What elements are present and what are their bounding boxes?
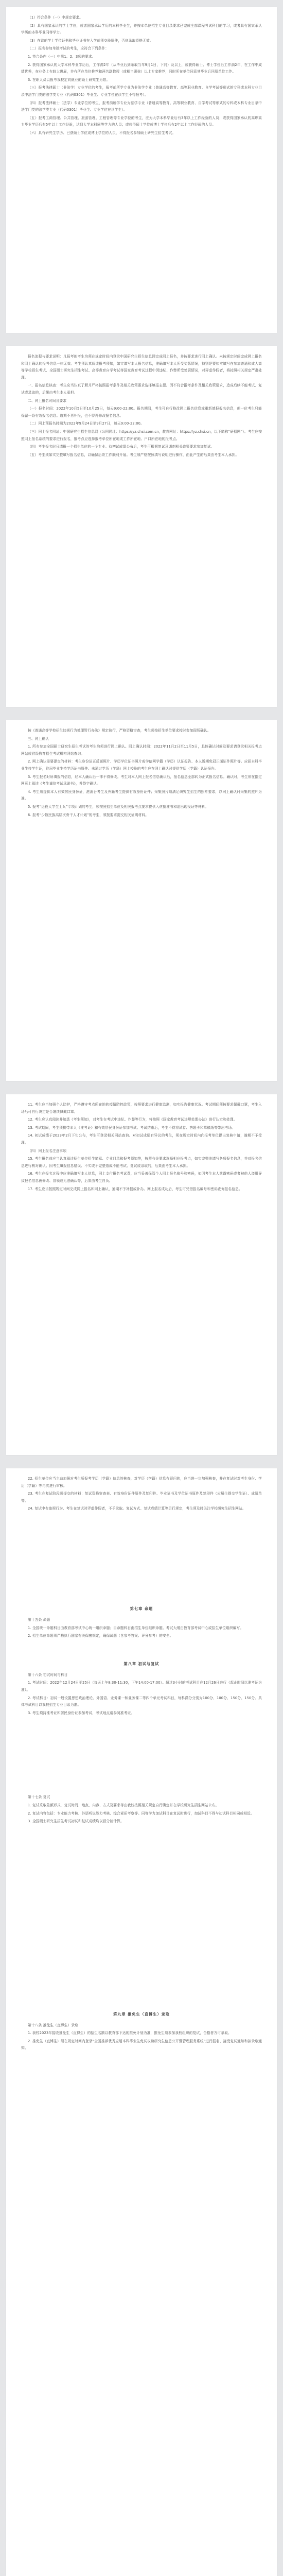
paragraph: （三）网上报名网址：中国研究生招生信息网（公网网址：https://yz.chsi.com.cn，教育网址：https://yz.chsi.cn，以下简称“研招网”）。考生应按照网上报名系统的要求进行报名，报考点应选择报考单位所在地或工作所在地、户口所在地的报考点。 [21,429,262,441]
paragraph: 2. 网上确认需要提交的材料：考生身份证正反面照片、学历学位证书照片或学信网学籍（学历）认证报告、本人近期免冠正面证件照片等。应届本科毕业生持学生证，往届毕业生持学历证书原件。未通过学历（学籍）网上校验的考生应在网上确认时提供学历（学籍）认证报告。 [21,759,262,771]
paragraph: 第十七条 复试 [28,1795,50,1800]
paragraph: 第十五条 命题 [28,1617,50,1622]
paragraph: 23. 考生在复试阶段须提交的材料：复试资格审查表、有效身份证件原件及复印件、毕业证书及学位证书原件及复印件（应届生提交学生证）、成绩单等。 [21,1492,262,1503]
paragraph: 2. 招生单位命题须严格执行国家有关保密规定，确保试题（含参考答案、评分参考）的安全。 [28,1634,173,1638]
chapter-section [21,1660,262,1717]
paragraph: 5. 报考“退役大学生士兵”专项计划的考生，须按照招生单位及相关报考点要求提供入伍批准书和退出现役证等材料。 [28,804,209,809]
paragraph: 1. 符合条件（一）中第1、2、3项的要求。 [28,54,96,59]
paragraph: （六）具有研究生学历、已获硕士学位或博士学位的人员，不得报名参加硕士研究生招生考试。 [28,130,176,135]
paragraph: 1. 我校2023年接收推免生（直博生）的招生名额以教育部下达的推免计划为准，推免生须参加我校组织的复试，合格者方可录取。 [28,2031,232,2036]
document-page [6,346,277,707]
paragraph: （2）具有国家承认的学士学位，或者国家承认学历的本科毕业生，并按本单位招生专业目录要求已完成全部课程考试科目的学习，或者具有国家承认学历的本科毕业同等学力。 [21,23,262,35]
paragraph: 12. 考生应认真阅读并知悉《考生须知》，对考生在考试中违纪、作弊等行为，将按照《国家教育考试违规处理办法》进行认定和处理。 [28,1117,237,1122]
paragraph: （3）在读的学士学位证书和毕业证书在入学前须交验原件，否则录取资格无效。 [28,38,153,43]
paragraph: 三、网上确认 [28,736,49,741]
paragraph: 3. 考生报名时所填报的信息，经本人确认后一律不得修改。考生对本人网上报名信息确认后，报名信息全部转为正式报名信息。确认时，考生须在指定网页上阅读《考生诚信考试承诺书》，并签字确认。 [21,774,262,786]
paragraph: 3. 在职人员以报考我校定向就业的硕士研究生为限。 [28,77,110,82]
chapter-heading: 第九章 推免生（直博生）录取 [113,2011,170,2016]
paragraph: （四）网上报名注意事项 [28,1148,67,1153]
document-page [6,720,277,1081]
paragraph: 二、网上报名时间及要求 [28,398,67,403]
paragraph: 第十八条 推免生（直博生）录取 [28,2023,78,2027]
paragraph: 3. 考生须持准考证和居民身份证参加考试，考试地点请参阅准考证。 [28,1710,135,1715]
paragraph: 1. 考试时间：2022年12月24日至25日（每天上午8:30-11:30，下午14:00-17:00）。超过3小时的考试科目在12月26日进行（起止时间以准考证为准）。 [21,1681,262,1692]
document-page [6,1094,277,1455]
paragraph: （1）符合条件（一）中规定要求。 [28,15,83,20]
paragraph: （二）报名参加单独考试的考生，应符合下列条件： [28,46,109,51]
paragraph: 3. 全国硕士研究生招生考试初试和复试成绩均以百分制计算。 [28,1819,124,1824]
paragraph: 1. 全国统一命题科目由教育部考试中心统一组织命题；自命题科目由招生单位组织命题。考试大纲由教育部考试中心或招生单位组织编写。 [28,1625,244,1630]
paragraph: 1. 所有参加全国硕士研究生招生考试的考生均须进行网上确认。网上确认时间：2022年11月2日至11月5日，具体确认时间及要求请登录相关报考点网站或省级教育招生考试机构网站查询。 [21,744,262,756]
paragraph: 11. 考生应当加强个人防护，严格遵守考点所在地的疫情防控政策，按照要求进行健康监测，如实报告健康状况。考试期间须按要求佩戴口罩，考生入场后可自行决定是否继续佩戴口罩。 [21,1103,262,1114]
paragraph: 一、报名信息核查：考生应当认真了解并严格按照报考条件及相关政策要求选择填报志愿。因不符合报考条件及相关政策要求，造成后续不能考试、复试或录取的，后果由考生本人承担。 [21,383,262,395]
paragraph: 17. 考生应当按照规定时间完成网上报名和网上确认，逾期不予补报或补办。网上报名成功后，考生可凭借报名编号和密码查询报名信息。 [28,1187,242,1191]
paragraph: 15. 考生报名前应当认真阅读招生单位招生简章、专业目录和报考须知等，按照有关要求选择相应报考点，如实完整地填写各项报名信息，并对报名信息进行核对确认。因考生填报信息错误、不实或不完整造成不能考试、复试或录取的，后果由考生本人承担。 [21,1157,262,1168]
chapter-heading: 第七章 命题 [130,1606,153,1611]
paragraph: 2. 考试科目：初试一般设置思想政治理论、外国语、业务课一和业务课二等四个单元考试科目，每科满分分别为100分、100分、150分、150分。具体考试科目以我校招生专业目录为准。 [21,1696,262,1707]
paragraph: 报名流程与要求说明：凡报考的考生均须在规定时间内登录中国研究生招生信息网完成网上报名，并按要求进行网上确认。未按规定时间完成网上报名和网上确认的报考信息一律无效。考生须认真阅读报考须知，如实填写本人报名信息，准确填写本人所受奖惩情况，特别是要如实填写在参加普通和成人高等学校招生考试、全国硕士研究生招生考试、高等教育自学考试等国家教育考试过程中因违纪、作弊所受处罚情况，对弄虚作假者，将按照相关规定严肃处理。 [21,354,262,380]
document-page [6,1468,277,2576]
paragraph: 13. 考试期间，考生须携带本人《准考证》和有效居民身份证参加考试。考试结束后，考生不得将试卷、答题卡和草稿纸等带出考场。 [28,1125,236,1130]
paragraph: （四）报考法律硕士（法学）专业学位的考生，报考前所学专业为法学专业（普通高等教育、高等职业教育、自学考试等形式的专科或本科专业目录中法学门类的法学类专业（代码0301）毕业生、专业学位在读学生）。 [21,100,262,112]
paragraph: （一）报名时间：2022年10月5日至10月25日，每天9:00-22:00。报名期间，考生可自行修改网上报名信息或重新填报报名信息，但一位考生只能保留一条有效报名信息。逾期不再补报，也不得再修改报名信息。 [21,406,262,418]
document-page [6,7,277,333]
paragraph: 2. 推免生（直博生）须在规定时间内登录“全国推荐优秀应届本科毕业生免试攻读研究生信息公开暨管理服务系统”进行报名、接受复试通知和拟录取通知。 [21,2039,262,2050]
paragraph: 16. 考生在报名过程中应准确填写本人信息，网上支付报名考试费，应当妥善保管个人网上报名账号和密码，如因考生本人泄露密码或者被他人盗用导致报名信息被修改、冒领或无法确认等，后果由考生自负。 [21,1172,262,1183]
paragraph: 2. 复试内容包括：专业能力考核、外语听说能力考核、综合素质考察等。同等学力加试科目在复试时进行，加试科目不得与初试科目相同或相近。 [28,1811,254,1816]
paragraph: 2. 获得国家承认的大学本科毕业学历后，工作满2年（从毕业后到录取当年9月1日，下同）及以上，或获得硕士、博士学位后工作满2年，在工作中成绩优秀，在业务上有较大进展，并有所在单位推荐和两名副教授（或相当职称）以上专家推荐，同时所在单位同意其毕业后回原单位工作。 [21,62,262,74]
chapter-section [21,1794,262,1825]
paragraph: 1. 复试采取差额形式，复试时间、地点、内容、方式及要求等由我校按照相关规定自行确定并在学校研究生招生网站公布。 [28,1803,219,1807]
paragraph: （五）报考工商管理、公共管理、旅游管理、工程管理等专业学位的考生，应为大学本科毕业后有3年以上工作经验的人员；或获得国家承认的高职高专毕业学历后有5年以上工作经验，达到大学本科同等学力的人员；或获得硕士学位或博士学位后有2年以上工作经验的人员。 [21,115,262,127]
paragraph: （四）考生报名时只填报一个招生单位的一个专业。待初试成绩公布后，考生可根据复试及调剂相关政策要求参加复试。 [28,445,215,449]
paragraph: 22. 招生单位应当主动加强对考生所报考学历（学籍）信息的核查，对学历（学籍）信息有疑问的，应当进一步加强核查，并在复试时对考生身份、学历（学籍）等再次进行审核。 [21,1477,262,1488]
chapter-section [21,2011,262,2052]
paragraph: 6. 报考“少数民族高层次骨干人才计划”的考生，须按要求提交相关证明材料。 [28,812,149,817]
paragraph: 14. 初试成绩于2023年2月下旬公布，考生可登录相关网站查询。对初试成绩有异议的考生，须在规定时间内向报考单位提出复核申请，逾期不予受理。 [21,1133,262,1145]
paragraph: 4. 考生须提供本人有效居民身份证，港澳台考生及外籍考生提供有效身份证件；采集照片须满足研究生招生的照片要求，以网上确认时采集的照片为准。 [21,789,262,801]
paragraph: 按《普通高等学校招生违规行为处理暂行办法》规定执行，严格资格审查，考生须按招生单位要求按时参加现场确认。 [28,728,211,733]
chapter-section [21,1605,262,1640]
chapter-heading: 第八章 初试与复试 [123,1661,160,1666]
paragraph: 第十六条 初试时间与科目 [28,1672,68,1677]
paragraph: （二）网上预报名时间为2022年9月24日至9月27日，每天9:00-22:00。 [28,421,144,426]
paragraph: （三）报考法律硕士（非法学）专业学位的考生，报考前所学专业为非法学专业（普通高等教育、高等职业教育、自学考试等形式的专科或本科专业目录中法学门类的法学类专业（代码0301）毕业生、专业学位在读学生不得报考）。 [21,86,262,97]
paragraph: 24. 复试中有违规行为、考生在复试时弄虚作假者，不予录取。复试方式、复试成绩计算等另行规定，考生须及时关注学校研究生招生网站。 [28,1506,246,1511]
paragraph: （五）考生须如实完整填写报名信息，以确保后续工作顺利开展。考生须严格按照填写说明进行操作，由此产生的后果由考生本人承担。 [28,452,239,457]
